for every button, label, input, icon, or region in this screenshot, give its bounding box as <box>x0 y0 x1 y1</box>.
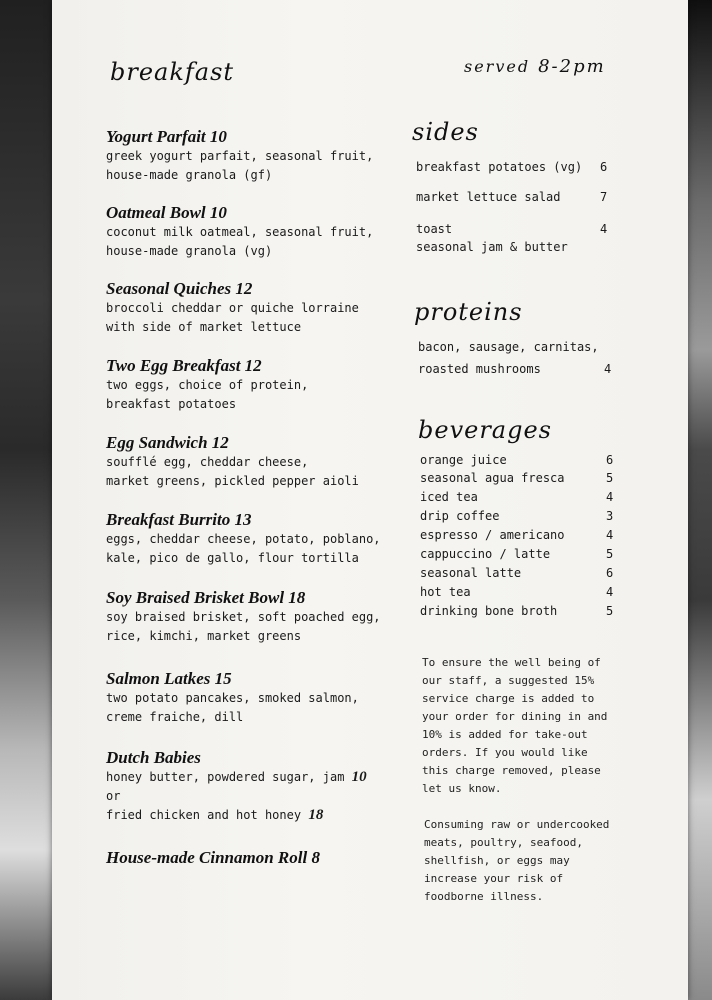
sides-heading: sides <box>412 118 479 146</box>
item-desc-line: market greens, pickled pepper aioli <box>106 474 359 488</box>
item-desc-line: coconut milk oatmeal, seasonal fruit, <box>106 225 374 239</box>
item-desc-line: broccoli cheddar or quiche lorraine <box>106 301 359 315</box>
item-price: 6 <box>606 566 614 580</box>
menu-item <box>106 510 396 568</box>
served-label: served <box>464 57 531 76</box>
item-desc-line: two potato pancakes, smoked salmon, <box>106 691 359 705</box>
beverage-row: iced tea 4 <box>420 488 478 507</box>
proteins-heading: proteins <box>414 298 523 326</box>
item-price: 4 <box>606 490 614 504</box>
beverage-row: espresso / americano 4 <box>420 526 565 545</box>
menu-item <box>106 433 396 491</box>
item-price: 5 <box>606 604 614 618</box>
served-hours <box>464 56 606 77</box>
side-row: toast 4 <box>416 220 452 239</box>
item-desc-line: soy braised brisket, soft poached egg, <box>106 610 381 624</box>
item-price: 6 <box>600 160 608 174</box>
side-row: breakfast potatoes (vg) 6 <box>416 158 582 177</box>
menu-item <box>106 588 396 646</box>
item-desc-line: house-made granola (vg) <box>106 244 273 258</box>
beverage-row: seasonal agua fresca 5 <box>420 469 565 488</box>
item-desc-line: breakfast potatoes <box>106 397 237 411</box>
item-price: 5 <box>606 471 614 485</box>
beverage-row: seasonal latte 6 <box>420 564 521 583</box>
item-price: 3 <box>606 509 614 523</box>
item-desc-line: fried chicken and hot honey 18 <box>106 807 324 823</box>
item-title: Yogurt Parfait 10 <box>106 127 227 146</box>
item-title: Oatmeal Bowl 10 <box>106 203 227 222</box>
item-title: Egg Sandwich 12 <box>106 433 229 452</box>
item-title: Seasonal Quiches 12 <box>106 279 253 298</box>
menu-item <box>106 669 396 727</box>
side-row: market lettuce salad 7 <box>416 188 561 207</box>
item-desc-line: creme fraiche, dill <box>106 710 244 724</box>
beverage-row: hot tea 4 <box>420 583 471 602</box>
menu-item <box>106 356 396 414</box>
raw-food-warning: Consuming raw or undercooked meats, poultry, seafood, shellfish, or eggs may increase your risk of foodborne illness. <box>424 818 610 903</box>
service-charge-note: To ensure the well being of our staff, a suggested 15% service charge is added to your order for dining in and 10% is added for take-out orders. If you would like this charge removed, please let us know. <box>422 656 608 795</box>
menu-item-dutch-babies <box>106 748 396 825</box>
menu-item-cinnamon-roll <box>106 848 396 868</box>
background-left <box>0 0 60 1000</box>
menu-item <box>106 279 396 337</box>
item-title: Breakfast Burrito 13 <box>106 510 252 529</box>
menu-title: breakfast <box>110 58 235 86</box>
item-title: Dutch Babies <box>106 748 201 767</box>
item-desc-line: eggs, cheddar cheese, potato, poblano, <box>106 532 381 546</box>
item-price: 4 <box>600 222 608 236</box>
item-price: 5 <box>606 547 614 561</box>
item-price: 4 <box>604 362 612 376</box>
side-sub: seasonal jam & butter <box>416 240 568 254</box>
served-time: 8-2pm <box>538 56 606 77</box>
item-title: Two Egg Breakfast 12 <box>106 356 262 375</box>
item-desc-line: house-made granola (gf) <box>106 168 273 182</box>
item-title: Soy Braised Brisket Bowl 18 <box>106 588 306 607</box>
item-desc-line: or <box>106 789 121 803</box>
item-desc-line: honey butter, powdered sugar, jam 10 <box>106 769 367 785</box>
beverage-row: orange juice 6 <box>420 451 507 470</box>
beverages-heading: beverages <box>418 416 552 444</box>
item-desc-line: soufflé egg, cheddar cheese, <box>106 455 309 469</box>
menu-item <box>106 127 396 185</box>
protein-line: bacon, sausage, carnitas, <box>418 340 599 354</box>
item-price: 6 <box>606 453 614 467</box>
item-title: Salmon Latkes 15 <box>106 669 232 688</box>
menu-item <box>106 203 396 261</box>
item-price: 4 <box>606 528 614 542</box>
item-price: 10 <box>351 769 367 785</box>
item-desc-line: greek yogurt parfait, seasonal fruit, <box>106 149 374 163</box>
item-desc-line: kale, pico de gallo, flour tortilla <box>106 551 359 565</box>
protein-line: roasted mushrooms 4 <box>418 360 541 379</box>
item-desc-line: two eggs, choice of protein, <box>106 378 309 392</box>
item-price: 4 <box>606 585 614 599</box>
beverage-row: drinking bone broth 5 <box>420 602 557 621</box>
item-price: 18 <box>308 807 324 823</box>
item-price: 7 <box>600 190 608 204</box>
item-desc-line: with side of market lettuce <box>106 320 302 334</box>
beverage-row: cappuccino / latte 5 <box>420 545 550 564</box>
item-title: House-made Cinnamon Roll 8 <box>106 848 320 867</box>
beverage-row: drip coffee 3 <box>420 507 499 526</box>
item-desc-line: rice, kimchi, market greens <box>106 629 302 643</box>
